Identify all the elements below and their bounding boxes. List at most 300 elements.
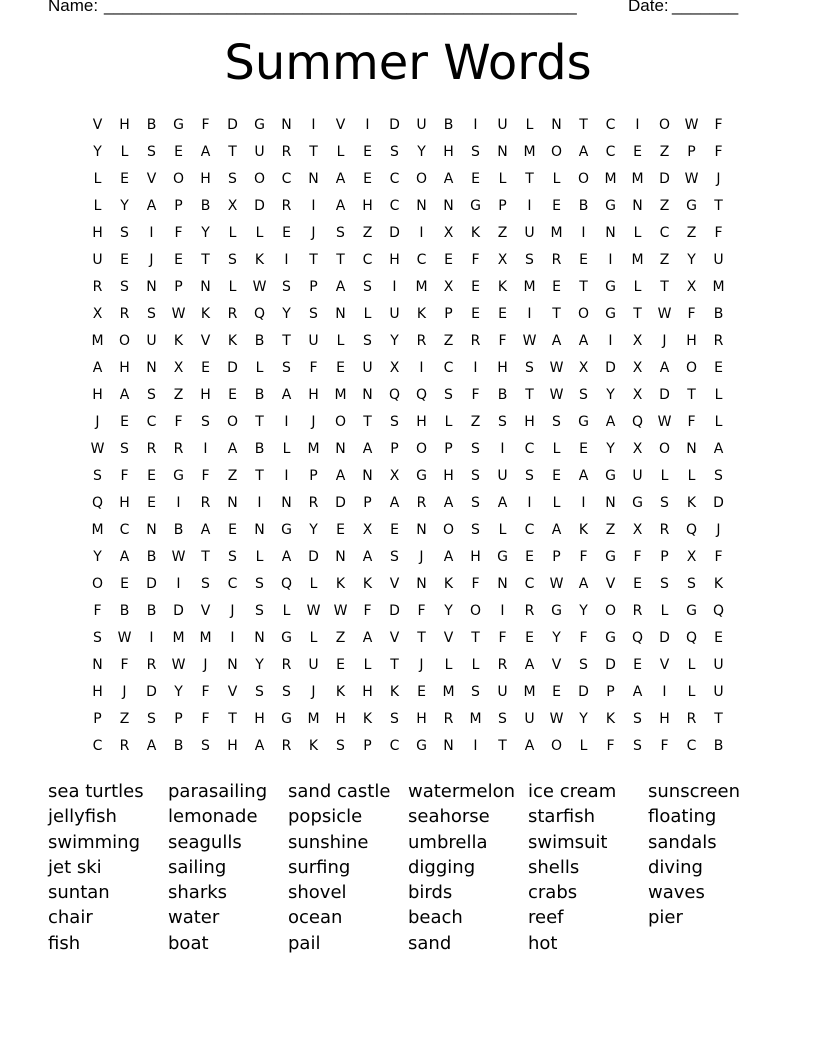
grid-letter: X: [686, 549, 697, 565]
grid-letter: L: [120, 144, 129, 160]
grid-letter: N: [227, 495, 238, 511]
grid-letter: H: [200, 171, 211, 187]
grid-letter: D: [389, 603, 400, 619]
grid-letter: N: [686, 441, 697, 457]
grid-letter: L: [660, 468, 669, 484]
grid-letter: P: [309, 468, 318, 484]
grid-letter: G: [416, 738, 427, 754]
grid-letter: D: [146, 684, 157, 700]
grid-letter: T: [633, 306, 642, 322]
grid-letter: K: [335, 576, 346, 592]
grid-letter: E: [228, 522, 237, 538]
grid-letter: T: [525, 387, 534, 403]
grid-letter: T: [714, 711, 723, 727]
grid-letter: Z: [605, 522, 616, 538]
grid-letter: F: [417, 603, 426, 619]
grid-letter: S: [444, 387, 453, 403]
grid-letter: N: [551, 117, 562, 133]
grid-letter: I: [311, 117, 316, 133]
grid-letter: F: [687, 306, 696, 322]
word-list-item: beach: [408, 907, 463, 929]
grid-letter: N: [416, 522, 427, 538]
grid-letter: L: [633, 279, 642, 295]
grid-letter: Y: [120, 198, 129, 214]
grid-letter: I: [149, 630, 154, 646]
grid-letter: J: [419, 549, 424, 565]
grid-letter: Y: [174, 684, 183, 700]
grid-letter: N: [443, 198, 454, 214]
grid-letter: W: [171, 657, 186, 673]
grid-letter: G: [416, 468, 427, 484]
grid-letter: E: [633, 144, 642, 160]
grid-letter: F: [660, 738, 669, 754]
grid-letter: Q: [685, 522, 698, 538]
grid-letter: I: [473, 360, 478, 376]
grid-letter: O: [415, 171, 428, 187]
grid-letter: N: [146, 522, 157, 538]
word-list-item: watermelon: [408, 781, 515, 802]
grid-letter: O: [658, 441, 671, 457]
grid-letter: P: [606, 684, 615, 700]
grid-letter: T: [660, 279, 669, 295]
grid-letter: U: [308, 333, 319, 349]
grid-letter: S: [228, 549, 237, 565]
grid-letter: S: [282, 279, 291, 295]
grid-letter: V: [389, 576, 400, 592]
grid-letter: W: [333, 603, 348, 619]
grid-letter: M: [334, 387, 347, 403]
grid-letter: O: [415, 441, 428, 457]
grid-letter: N: [227, 657, 238, 673]
grid-letter: D: [659, 171, 670, 187]
grid-letter: B: [146, 549, 157, 565]
grid-letter: C: [362, 252, 373, 268]
grid-letter: Z: [335, 630, 346, 646]
word-list-item: seahorse: [408, 806, 490, 828]
grid-letter: Y: [255, 657, 264, 673]
grid-letter: V: [146, 171, 157, 187]
grid-letter: O: [550, 738, 563, 754]
grid-letter: I: [365, 117, 370, 133]
grid-letter: L: [498, 171, 507, 187]
grid-letter: O: [577, 306, 590, 322]
grid-letter: H: [119, 360, 130, 376]
grid-letter: X: [632, 522, 643, 538]
grid-row: [84, 166, 732, 193]
grid-row: [84, 274, 732, 301]
grid-letter: R: [497, 657, 508, 673]
grid-letter: M: [199, 630, 212, 646]
grid-letter: O: [442, 522, 455, 538]
grid-letter: E: [390, 522, 399, 538]
grid-letter: I: [419, 360, 424, 376]
grid-letter: N: [308, 171, 319, 187]
grid-letter: Q: [280, 576, 293, 592]
grid-letter: I: [527, 198, 532, 214]
word-list-item: shovel: [288, 882, 347, 904]
grid-letter: V: [227, 684, 238, 700]
grid-letter: Y: [687, 252, 696, 268]
grid-letter: R: [92, 279, 103, 295]
grid-letter: O: [577, 171, 590, 187]
grid-letter: A: [551, 333, 562, 349]
word-list-item: jet ski: [48, 856, 102, 878]
grid-letter: I: [527, 495, 532, 511]
grid-letter: U: [497, 117, 508, 133]
grid-letter: X: [632, 333, 643, 349]
grid-letter: S: [336, 738, 345, 754]
grid-letter: M: [469, 711, 482, 727]
word-list-item: sunshine: [288, 831, 369, 853]
grid-row: [84, 220, 732, 247]
grid-letter: S: [282, 684, 291, 700]
grid-letter: N: [281, 117, 292, 133]
grid-letter: D: [146, 576, 157, 592]
grid-letter: R: [659, 522, 670, 538]
grid-letter: G: [686, 198, 697, 214]
grid-letter: B: [254, 333, 265, 349]
grid-letter: T: [417, 630, 426, 646]
grid-letter: L: [552, 171, 561, 187]
grid-letter: N: [362, 468, 373, 484]
grid-letter: J: [419, 657, 424, 673]
word-list-item: lemonade: [168, 806, 258, 828]
grid-letter: M: [631, 171, 644, 187]
grid-letter: W: [171, 549, 186, 565]
grid-letter: A: [389, 495, 400, 511]
grid-letter: S: [147, 144, 156, 160]
grid-letter: Z: [659, 252, 670, 268]
grid-letter: B: [578, 198, 589, 214]
grid-letter: L: [228, 279, 237, 295]
grid-letter: R: [200, 495, 211, 511]
grid-letter: I: [608, 252, 613, 268]
grid-letter: C: [119, 522, 130, 538]
grid-letter: W: [90, 441, 105, 457]
grid-letter: I: [527, 306, 532, 322]
grid-letter: E: [228, 387, 237, 403]
grid-letter: O: [172, 171, 185, 187]
word-list-item: diving: [648, 856, 703, 878]
grid-row: [84, 355, 732, 382]
grid-letter: C: [443, 360, 454, 376]
grid-letter: D: [227, 360, 238, 376]
grid-letter: O: [658, 117, 671, 133]
grid-letter: S: [471, 522, 480, 538]
grid-letter: H: [335, 711, 346, 727]
grid-letter: N: [335, 549, 346, 565]
grid-letter: R: [146, 441, 157, 457]
grid-letter: F: [120, 657, 129, 673]
grid-letter: F: [714, 549, 723, 565]
word-list-item: jellyfish: [48, 806, 117, 828]
grid-letter: S: [660, 495, 669, 511]
grid-row: [84, 490, 732, 517]
grid-letter: D: [659, 630, 670, 646]
grid-letter: M: [523, 279, 536, 295]
grid-letter: J: [122, 684, 127, 700]
grid-letter: H: [524, 414, 535, 430]
grid-letter: M: [604, 171, 617, 187]
grid-letter: E: [282, 225, 291, 241]
word-list: [48, 779, 778, 956]
grid-letter: K: [605, 711, 616, 727]
grid-letter: X: [686, 279, 697, 295]
grid-letter: H: [92, 684, 103, 700]
grid-letter: L: [525, 117, 534, 133]
word-list-item: floating: [648, 806, 717, 828]
grid-letter: L: [336, 144, 345, 160]
grid-letter: Q: [388, 387, 401, 403]
grid-letter: G: [605, 198, 616, 214]
grid-letter: D: [254, 198, 265, 214]
grid-letter: V: [200, 333, 211, 349]
grid-letter: H: [362, 684, 373, 700]
word-list-item: swimsuit: [528, 831, 608, 853]
grid-letter: R: [524, 603, 535, 619]
grid-letter: V: [659, 657, 670, 673]
grid-letter: N: [362, 387, 373, 403]
grid-letter: E: [498, 306, 507, 322]
grid-letter: K: [713, 576, 724, 592]
grid-letter: C: [389, 198, 400, 214]
grid-letter: F: [579, 630, 588, 646]
grid-letter: W: [306, 603, 321, 619]
grid-letter: S: [525, 252, 534, 268]
grid-letter: M: [523, 144, 536, 160]
grid-letter: N: [416, 198, 427, 214]
date-label: Date:: [628, 0, 669, 15]
word-list-item: sailing: [168, 856, 227, 878]
grid-letter: A: [335, 279, 346, 295]
grid-letter: M: [523, 684, 536, 700]
grid-letter: U: [713, 684, 724, 700]
grid-letter: W: [171, 306, 186, 322]
word-list-item: shells: [528, 856, 580, 878]
grid-letter: W: [549, 360, 564, 376]
grid-letter: I: [392, 279, 397, 295]
word-list-item: pail: [288, 932, 321, 954]
grid-letter: L: [309, 630, 318, 646]
grid-letter: Z: [227, 468, 238, 484]
grid-letter: A: [227, 441, 238, 457]
grid-letter: L: [336, 333, 345, 349]
grid-letter: S: [255, 684, 264, 700]
grid-letter: B: [254, 441, 265, 457]
grid-letter: J: [230, 603, 235, 619]
grid-letter: P: [363, 495, 372, 511]
grid-letter: K: [686, 495, 697, 511]
word-search-grid: [84, 112, 732, 760]
grid-letter: X: [173, 360, 184, 376]
grid-letter: D: [605, 657, 616, 673]
grid-letter: O: [91, 576, 104, 592]
grid-letter: S: [633, 738, 642, 754]
grid-letter: Q: [631, 630, 644, 646]
grid-letter: K: [497, 279, 508, 295]
grid-letter: L: [255, 360, 264, 376]
word-list-item: swimming: [48, 831, 141, 853]
grid-letter: B: [173, 738, 184, 754]
grid-row: [84, 301, 732, 328]
grid-letter: U: [524, 711, 535, 727]
grid-letter: E: [120, 252, 129, 268]
word-list-item: sand castle: [288, 781, 391, 802]
grid-letter: E: [579, 441, 588, 457]
grid-letter: E: [120, 414, 129, 430]
grid-letter: I: [176, 495, 181, 511]
grid-letter: P: [309, 279, 318, 295]
grid-letter: K: [308, 738, 319, 754]
grid-letter: W: [657, 414, 672, 430]
grid-letter: Y: [417, 144, 426, 160]
grid-letter: D: [389, 225, 400, 241]
grid-letter: E: [471, 279, 480, 295]
grid-letter: S: [390, 711, 399, 727]
grid-row: [84, 733, 732, 760]
grid-letter: Y: [93, 144, 102, 160]
grid-letter: S: [309, 306, 318, 322]
grid-letter: W: [684, 117, 699, 133]
grid-letter: I: [662, 684, 667, 700]
grid-letter: S: [525, 468, 534, 484]
grid-letter: B: [200, 198, 211, 214]
grid-letter: X: [443, 225, 454, 241]
grid-letter: E: [633, 576, 642, 592]
grid-letter: A: [443, 549, 454, 565]
grid-letter: K: [335, 684, 346, 700]
grid-letter: P: [363, 738, 372, 754]
grid-letter: D: [173, 603, 184, 619]
grid-letter: G: [578, 414, 589, 430]
grid-letter: C: [92, 738, 103, 754]
grid-letter: P: [93, 711, 102, 727]
grid-letter: V: [335, 117, 346, 133]
grid-row: [84, 517, 732, 544]
grid-letter: G: [173, 117, 184, 133]
grid-letter: S: [255, 576, 264, 592]
word-list-item: starfish: [528, 806, 595, 828]
grid-letter: E: [552, 279, 561, 295]
grid-letter: B: [119, 603, 130, 619]
grid-letter: A: [281, 387, 292, 403]
grid-letter: V: [551, 657, 562, 673]
grid-letter: S: [687, 576, 696, 592]
grid-letter: K: [173, 333, 184, 349]
grid-letter: J: [311, 414, 316, 430]
word-list-item: water: [168, 907, 220, 929]
grid-letter: R: [632, 603, 643, 619]
grid-letter: A: [497, 495, 508, 511]
grid-letter: K: [200, 306, 211, 322]
grid-letter: H: [119, 495, 130, 511]
grid-letter: C: [605, 144, 616, 160]
grid-row: [84, 571, 732, 598]
grid-letter: J: [662, 333, 667, 349]
grid-letter: T: [525, 171, 534, 187]
grid-letter: Y: [93, 549, 102, 565]
grid-letter: T: [201, 549, 210, 565]
grid-letter: S: [714, 468, 723, 484]
grid-letter: I: [500, 441, 505, 457]
grid-letter: S: [390, 144, 399, 160]
grid-letter: H: [497, 360, 508, 376]
grid-letter: E: [363, 144, 372, 160]
grid-letter: S: [363, 333, 372, 349]
grid-letter: X: [578, 360, 589, 376]
grid-letter: Y: [552, 630, 561, 646]
grid-letter: W: [522, 333, 537, 349]
grid-letter: A: [200, 144, 211, 160]
grid-letter: F: [687, 414, 696, 430]
grid-letter: L: [444, 657, 453, 673]
grid-letter: S: [120, 441, 129, 457]
grid-letter: N: [254, 630, 265, 646]
grid-letter: M: [307, 711, 320, 727]
grid-letter: T: [336, 252, 345, 268]
grid-letter: L: [687, 657, 696, 673]
grid-letter: U: [632, 468, 643, 484]
grid-letter: J: [149, 252, 154, 268]
grid-letter: C: [524, 522, 535, 538]
word-list-item: pier: [648, 907, 683, 929]
grid-letter: D: [227, 117, 238, 133]
grid-letter: N: [443, 738, 454, 754]
grid-letter: H: [92, 387, 103, 403]
grid-letter: K: [362, 576, 373, 592]
grid-letter: G: [173, 468, 184, 484]
grid-letter: F: [309, 360, 318, 376]
grid-letter: F: [471, 387, 480, 403]
grid-letter: N: [497, 576, 508, 592]
grid-letter: K: [389, 684, 400, 700]
grid-letter: I: [473, 117, 478, 133]
grid-letter: I: [419, 225, 424, 241]
word-list-item: crabs: [528, 882, 578, 904]
grid-letter: R: [470, 333, 481, 349]
grid-letter: I: [500, 603, 505, 619]
grid-letter: I: [581, 225, 586, 241]
grid-letter: P: [687, 144, 696, 160]
grid-letter: H: [92, 225, 103, 241]
grid-letter: N: [146, 279, 157, 295]
word-list-item: ice cream: [528, 781, 617, 802]
grid-letter: U: [308, 657, 319, 673]
grid-letter: G: [281, 630, 292, 646]
grid-letter: G: [605, 279, 616, 295]
word-list-item: surfing: [288, 856, 351, 878]
grid-letter: P: [174, 198, 183, 214]
grid-letter: M: [550, 225, 563, 241]
word-list-item: umbrella: [408, 831, 488, 853]
grid-letter: F: [498, 333, 507, 349]
word-list-item: parasailing: [168, 781, 268, 802]
grid-letter: A: [578, 576, 589, 592]
grid-letter: L: [255, 225, 264, 241]
grid-letter: Z: [686, 225, 697, 241]
grid-letter: A: [578, 468, 589, 484]
grid-letter: G: [281, 711, 292, 727]
grid-letter: J: [716, 171, 721, 187]
grid-letter: E: [336, 657, 345, 673]
grid-letter: M: [172, 630, 185, 646]
grid-letter: H: [227, 738, 238, 754]
grid-letter: R: [281, 738, 292, 754]
grid-letter: C: [281, 171, 292, 187]
grid-letter: L: [552, 441, 561, 457]
grid-row: [84, 193, 732, 220]
grid-letter: S: [120, 279, 129, 295]
